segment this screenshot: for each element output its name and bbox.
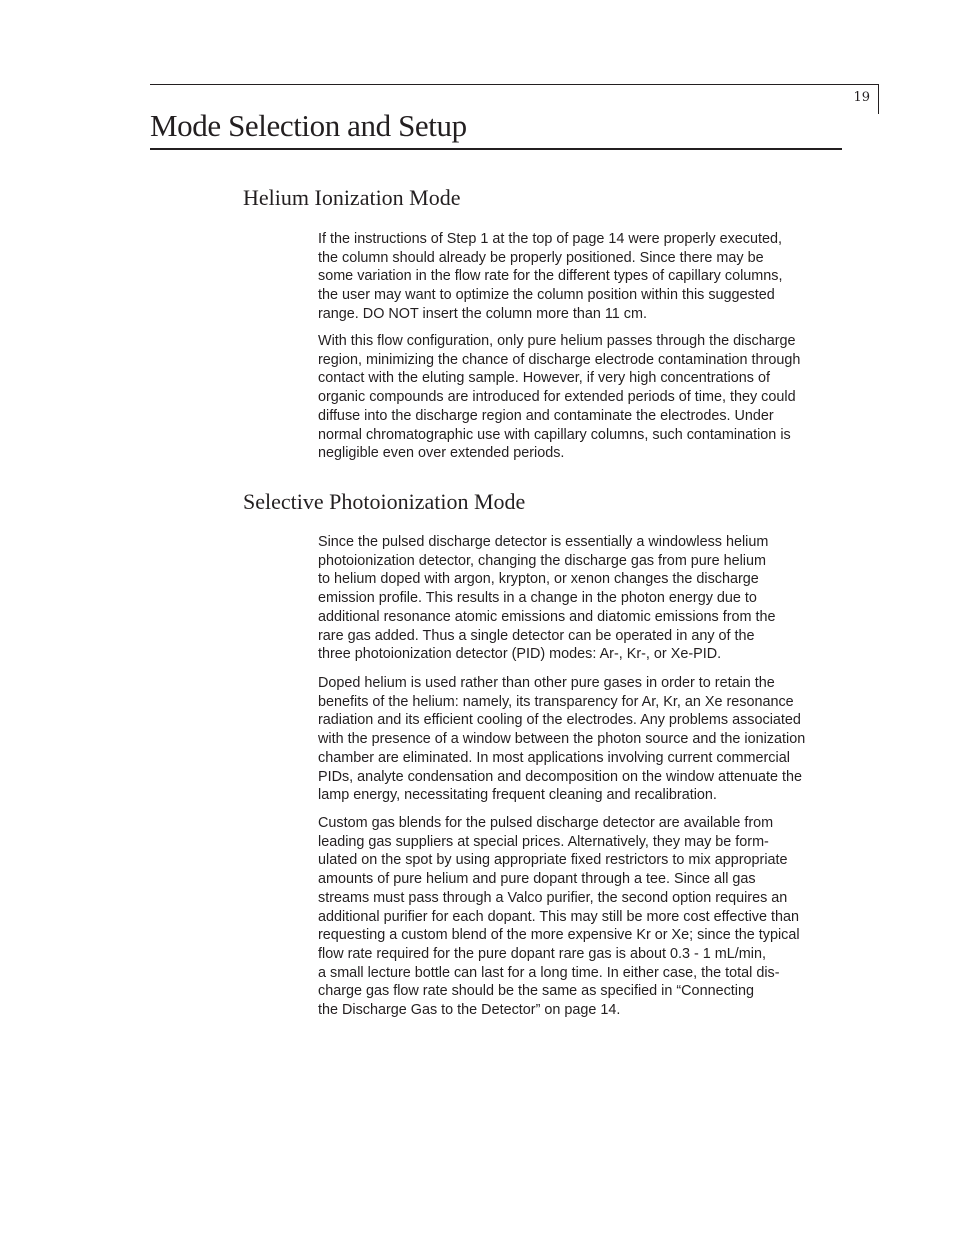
text-line: PIDs, analyte condensation and decomposition on the window attenuate the	[318, 768, 803, 785]
paragraph	[318, 332, 858, 463]
text-line: rare gas added. Thus a single detector can be operated in any of the	[318, 627, 755, 644]
text-line: charge gas flow rate should be the same as specified in “Connecting	[318, 983, 754, 1000]
text-line: If the instructions of Step 1 at the top of page 14 were properly executed,	[318, 231, 782, 247]
text-line: additional purifier for each dopant. This may still be more cost effective than	[318, 908, 800, 925]
header-corner-tick	[878, 84, 879, 114]
text-line: a small lecture bottle can last for a long time. In either case, the total dis-	[318, 964, 780, 981]
section-heading-selective-photoionization: Selective Photoionization Mode	[243, 489, 526, 514]
text-line: Doped helium is used rather than other pure gases in order to retain the	[318, 675, 775, 691]
text-line: some variation in the flow rate for the different types of capillary columns,	[318, 268, 783, 285]
page-number: 19	[853, 90, 870, 105]
text-line: the user may want to optimize the column position within this suggested	[318, 287, 775, 304]
text-line: Custom gas blends for the pulsed discharge detector are available from	[318, 815, 774, 831]
paragraph	[318, 533, 858, 664]
text-line: leading gas suppliers at special prices. Alternatively, they may be form-	[318, 833, 769, 850]
text-line: radiation and its efficient cooling of the electrodes. Any problems associated	[318, 712, 801, 729]
text-line: Since the pulsed discharge detector is essentially a windowless helium	[318, 534, 769, 550]
text-line: contact with the eluting sample. However, if very high concentrations of	[318, 370, 770, 387]
paragraph	[318, 674, 858, 805]
text-line: three photoionization detector (PID) modes: Ar-, Kr-, or Xe-PID.	[318, 646, 722, 663]
text-line: negligible even over extended periods.	[318, 445, 565, 462]
text-line: normal chromatographic use with capillary columns, such contamination is	[318, 426, 791, 443]
text-line: benefits of the helium: namely, its transparency for Ar, Kr, an Xe resonance	[318, 693, 794, 710]
paragraph	[318, 814, 858, 1020]
text-line: flow rate required for the pure dopant rare gas is about 0.3 - 1 mL/min,	[318, 945, 766, 962]
text-line: ulated on the spot by using appropriate fixed restrictors to mix appropriate	[318, 852, 788, 869]
text-line: photoionization detector, changing the discharge gas from pure helium	[318, 552, 766, 569]
text-line: range. DO NOT insert the column more than 11 cm.	[318, 305, 647, 322]
text-line: organic compounds are introduced for extended periods of time, they could	[318, 389, 796, 406]
text-line: region, minimizing the chance of discharge electrode contamination through	[318, 351, 801, 368]
page-title: Mode Selection and Setup	[150, 108, 467, 143]
paragraph	[318, 230, 858, 324]
title-rule	[150, 148, 842, 150]
header-rule	[150, 84, 879, 85]
text-line: to helium doped with argon, krypton, or xenon changes the discharge	[318, 571, 759, 588]
text-line: the column should already be properly positioned. Since there may be	[318, 249, 764, 266]
text-line: emission profile. This results in a change in the photon energy due to	[318, 590, 757, 607]
text-line: lamp energy, necessitating frequent cleaning and recalibration.	[318, 787, 717, 804]
text-line: With this flow configuration, only pure helium passes through the discharge	[318, 333, 796, 349]
section-heading-helium-ionization: Helium Ionization Mode	[243, 185, 461, 210]
text-line: additional resonance atomic emissions and diatomic emissions from the	[318, 608, 776, 625]
text-line: chamber are eliminated. In most applications involving current commercial	[318, 749, 790, 766]
text-line: amounts of pure helium and pure dopant through a tee. Since all gas	[318, 871, 756, 888]
text-line: the Discharge Gas to the Detector” on page 14.	[318, 1002, 621, 1019]
text-line: with the presence of a window between the photon source and the ionization	[318, 731, 806, 748]
text-line: requesting a custom blend of the more expensive Kr or Xe; since the typical	[318, 927, 800, 944]
text-line: streams must pass through a Valco purifier, the second option requires an	[318, 889, 788, 906]
text-line: diffuse into the discharge region and contaminate the electrodes. Under	[318, 407, 774, 424]
